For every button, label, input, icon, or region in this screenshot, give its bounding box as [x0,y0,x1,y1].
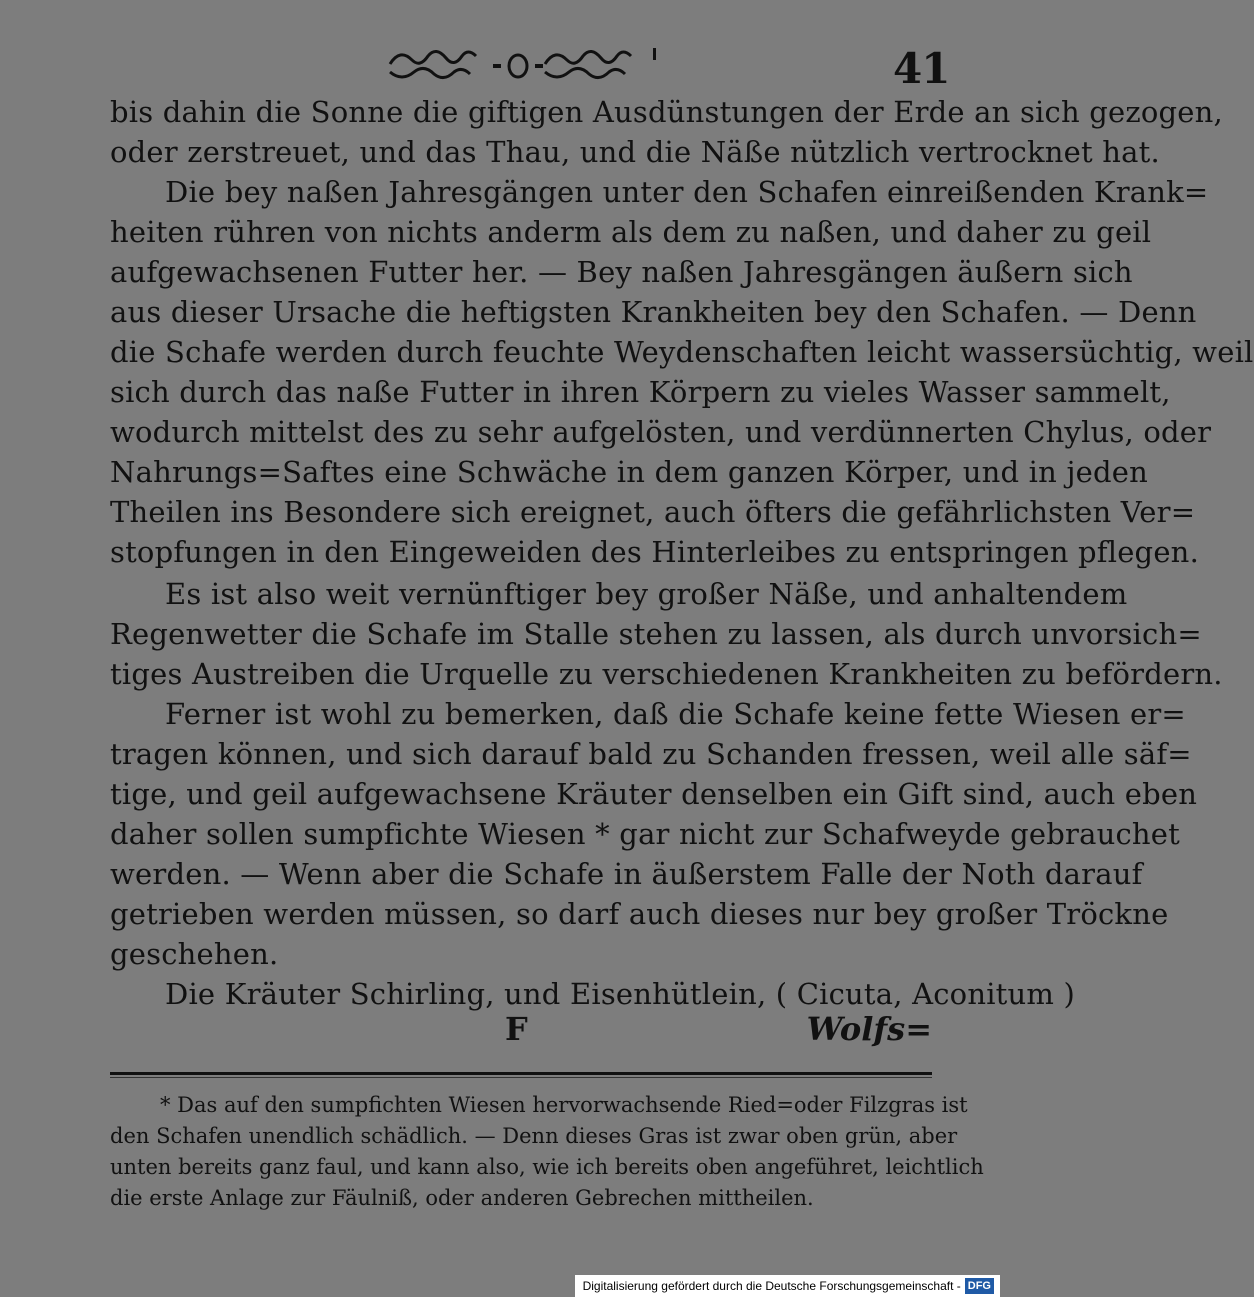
footnote-line: den Schafen unendlich schädlich. — Denn dieses Gras ist zwar oben grün, aber [110,1124,958,1148]
text-line: bis dahin die Sonne die giftigen Ausdünstungen der Erde an sich gezogen, [110,95,1223,129]
text-line: Die bey naßen Jahresgängen unter den Schafen einreißenden Krank= [165,175,1209,209]
page-number: 41 [893,44,950,93]
footnote-line: unten bereits ganz faul, und kann also, wie ich bereits oben angeführet, leichtlich [110,1155,984,1179]
footnote-line: die erste Anlage zur Fäulniß, oder anderen Gebrechen mittheilen. [110,1186,814,1210]
text-line: wodurch mittelst des zu sehr aufgelösten, und verdünnerten Chylus, oder [110,415,1212,449]
text-line: tige, und geil aufgewachsene Kräuter denselben ein Gift sind, auch eben [110,777,1198,811]
text-line: Regenwetter die Schafe im Stalle stehen zu lassen, als durch unvorsich= [110,617,1202,651]
text-line: aus dieser Ursache die heftigsten Krankheiten bey den Schafen. — Denn [110,295,1197,329]
text-line: Theilen ins Besondere sich ereignet, auch öfters die gefährlichsten Ver= [110,495,1196,529]
text-line: geschehen. [110,937,279,971]
dfg-logo: DFG [965,1278,994,1294]
text-line: Nahrungs=Saftes eine Schwäche in dem ganzen Körper, und in jeden [110,455,1148,489]
text-line: tiges Austreiben die Urquelle zu verschiedenen Krankheiten zu befördern. [110,657,1223,691]
credit-text: Digitalisierung gefördert durch die Deutsche Forschungsgemeinschaft - [582,1279,961,1293]
credit-bar [575,1275,1000,1297]
text-line: getrieben werden müssen, so darf auch dieses nur bey großer Tröckne [110,897,1169,931]
catchword: Wolfs= [806,1010,932,1048]
text-line: werden. — Wenn aber die Schafe in äußerstem Falle der Noth darauf [110,857,1143,891]
text-line: oder zerstreuet, und das Thau, und die Näße nützlich vertrocknet hat. [110,135,1160,169]
text-line: Ferner ist wohl zu bemerken, daß die Schafe keine fette Wiesen er= [165,697,1186,731]
text-line: Es ist also weit vernünftiger bey großer Näße, und anhaltendem [165,577,1128,611]
text-line: sich durch das naße Futter in ihren Körpern zu vieles Wasser sammelt, [110,375,1171,409]
footnote-rule [110,1072,932,1075]
text-line: Die Kräuter Schirling, und Eisenhütlein, ( Cicuta, Aconitum ) [165,977,1076,1011]
text-line: tragen können, und sich darauf bald zu Schanden fressen, weil alle säf= [110,737,1192,771]
text-line: die Schafe werden durch feuchte Weydenschaften leicht wassersüchtig, weil [110,335,1254,369]
text-line: daher sollen sumpfichte Wiesen * gar nicht zur Schafweyde gebrauchet [110,817,1180,851]
signature-mark: F [505,1010,528,1048]
text-line: aufgewachsenen Futter her. — Bey naßen Jahresgängen äußern sich [110,255,1133,289]
footnote-rule-thin [110,1077,932,1078]
signature-row [110,1010,932,1056]
text-line: heiten rühren von nichts anderm als dem zu naßen, und daher zu geil [110,215,1152,249]
footnote-line: * Das auf den sumpfichten Wiesen hervorwachsende Ried=oder Filzgras ist [160,1093,968,1117]
text-line: stopfungen in den Eingeweiden des Hinterleibes zu entspringen pflegen. [110,535,1199,569]
header-ornament [385,42,665,86]
